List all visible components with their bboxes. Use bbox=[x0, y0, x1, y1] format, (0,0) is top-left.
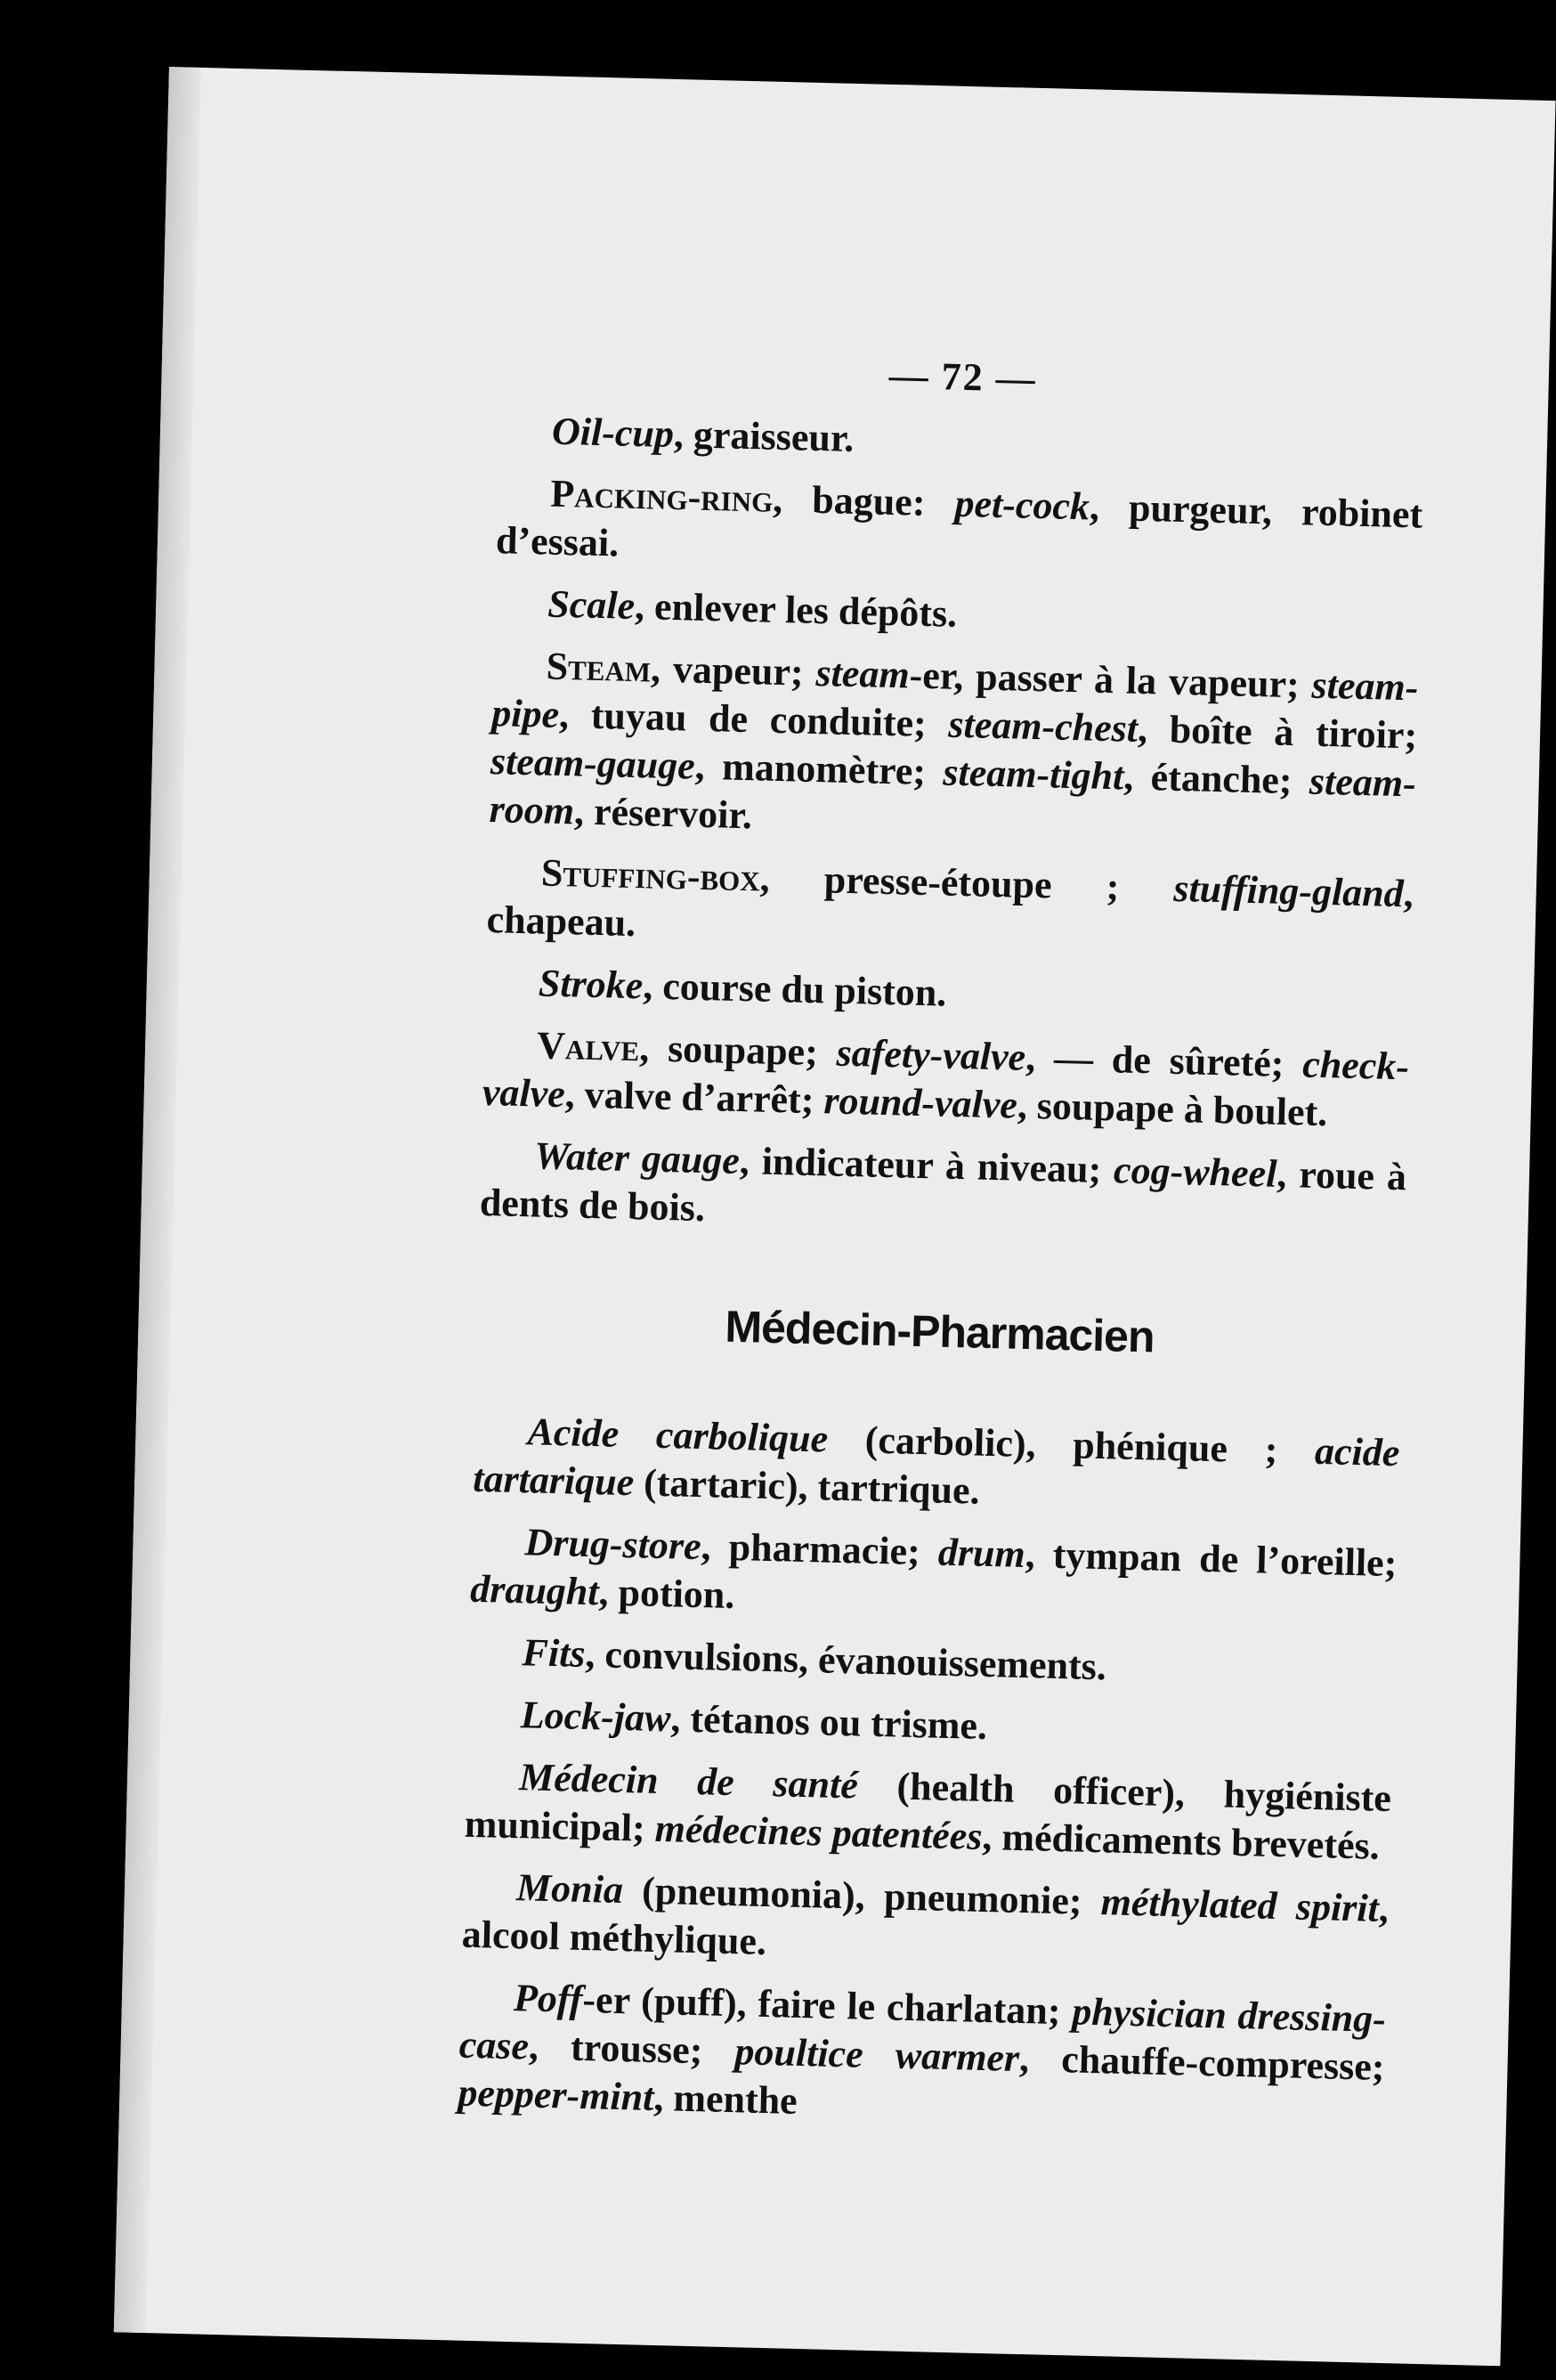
section-heading: Médecin-Pharmacien bbox=[724, 1301, 1155, 1362]
entry-term: pet-cock bbox=[953, 481, 1090, 529]
entry-text: , indicateur à niveau; bbox=[739, 1139, 1114, 1192]
glossary-entry bbox=[484, 958, 1411, 1028]
page-binding-edge bbox=[114, 67, 201, 2333]
entry-text: , roue à dents de bois. bbox=[479, 1151, 1407, 1231]
entry-term: médecines patentées bbox=[654, 1806, 984, 1858]
entry-term: Oil-cup bbox=[551, 409, 675, 456]
entry-text: , médicaments brevetés. bbox=[981, 1814, 1381, 1868]
entry-text: , pharmacie; bbox=[701, 1524, 939, 1574]
entry-text: , manomètre; bbox=[694, 743, 944, 794]
entry-term: méthylated spirit bbox=[1100, 1880, 1380, 1930]
entry-term: Lock-jaw bbox=[520, 1693, 672, 1741]
entry-text: , étanche; bbox=[1122, 754, 1310, 803]
entry-term: steam bbox=[814, 650, 911, 697]
book-page bbox=[114, 67, 1556, 2366]
entry-text: , menthe bbox=[652, 2075, 798, 2123]
entry-text: , valve d’arrêt; bbox=[564, 1072, 825, 1123]
entry-term: draught bbox=[469, 1566, 600, 1614]
glossary-entry bbox=[473, 1407, 1400, 1525]
glossary-entry bbox=[470, 1517, 1398, 1636]
entry-text: , potion. bbox=[597, 1570, 735, 1618]
entry-term: steam-gauge bbox=[490, 739, 696, 788]
entry-term: steam-chest bbox=[947, 702, 1139, 751]
entry-text: (carbolic), phénique ; bbox=[827, 1417, 1316, 1473]
entry-text: , — de sûreté; bbox=[1025, 1035, 1303, 1086]
glossary-entry bbox=[489, 641, 1419, 856]
entry-text: , tympan de l’oreille; bbox=[1025, 1532, 1398, 1586]
glossary-entry bbox=[464, 1752, 1391, 1871]
entry-text: -er (puff), faire le charlatan; bbox=[581, 1978, 1073, 2034]
entry-term: Packing-ring bbox=[549, 471, 774, 521]
entry-text: , alcool méthylique. bbox=[461, 1886, 1390, 1964]
entry-text: , tuyau de conduite; bbox=[558, 692, 950, 746]
entry-term: Drug-store bbox=[524, 1520, 702, 1569]
entry-term: Water gauge bbox=[533, 1133, 741, 1183]
glossary-entries-mechanics bbox=[479, 406, 1424, 1249]
entry-text: , chauffe-compresse; bbox=[1018, 2036, 1386, 2090]
glossary-entry bbox=[466, 1690, 1393, 1760]
entry-term: Monia bbox=[515, 1865, 624, 1913]
glossary-entry bbox=[486, 848, 1414, 966]
entry-text: , course du piston. bbox=[642, 963, 947, 1015]
entry-text: , enlever les dépôts. bbox=[634, 583, 958, 636]
glossary-entry bbox=[494, 579, 1421, 649]
entry-text: , graisseur. bbox=[673, 411, 855, 460]
entry-term: Médecin de santé bbox=[518, 1755, 859, 1807]
entry-term: Valve bbox=[536, 1023, 640, 1070]
entry-term: Steam bbox=[546, 644, 652, 691]
entry-text: , tétanos ou trisme. bbox=[669, 1696, 988, 1749]
entry-term: Stroke bbox=[538, 961, 644, 1008]
entry-text: , trousse; bbox=[528, 2024, 736, 2074]
entry-text: (health officer), hygiéniste municipal; bbox=[464, 1763, 1392, 1850]
entry-term: Scale bbox=[547, 581, 636, 628]
glossary-entry bbox=[479, 1131, 1406, 1249]
entry-term: acide tartarique bbox=[472, 1428, 1400, 1505]
glossary-entry bbox=[482, 1020, 1409, 1139]
entry-text: , convulsions, évanouissements. bbox=[584, 1631, 1107, 1689]
entry-text: , soupape; bbox=[638, 1026, 838, 1075]
entry-term: cog-wheel bbox=[1113, 1148, 1278, 1196]
entry-term: Stuffing-box bbox=[540, 850, 761, 900]
entry-term: physician dressing-case bbox=[458, 1989, 1387, 2068]
entry-term: poultice warmer bbox=[733, 2029, 1020, 2080]
entry-term: steam-room bbox=[489, 759, 1417, 833]
entry-text: , chapeau. bbox=[486, 872, 1414, 946]
entry-text: , réservoir. bbox=[573, 789, 753, 838]
entry-text: , presse-étoupe ; bbox=[759, 856, 1175, 910]
entry-term: stuffing-gland bbox=[1172, 865, 1405, 916]
glossary-entry bbox=[495, 468, 1422, 587]
entry-text: , purgeur, robinet d’essai. bbox=[495, 484, 1423, 565]
entry-text: , boîte à tiroir; bbox=[1137, 706, 1418, 758]
glossary-entries-medicine bbox=[458, 1407, 1400, 2140]
glossary-entry bbox=[468, 1628, 1395, 1698]
entry-term: pepper-mint bbox=[457, 2070, 655, 2119]
entry-term: steam-tight bbox=[942, 750, 1124, 799]
glossary-entry bbox=[498, 406, 1424, 476]
entry-term: drum bbox=[937, 1530, 1026, 1576]
entry-text: , vapeur; bbox=[650, 646, 817, 695]
page-content bbox=[457, 342, 1426, 2154]
entry-text: , bague: bbox=[772, 476, 956, 525]
glossary-entry bbox=[458, 1973, 1387, 2140]
entry-text: (tartaric), tartrique. bbox=[633, 1460, 981, 1513]
entry-text: (pneumonia), pneumonie; bbox=[622, 1868, 1102, 1924]
entry-term: round-valve bbox=[823, 1078, 1018, 1127]
entry-term: Fits bbox=[522, 1630, 587, 1676]
glossary-entry bbox=[461, 1863, 1389, 1981]
entry-term: Poff bbox=[513, 1976, 584, 2021]
page-number: — 72 — bbox=[888, 353, 1038, 401]
entry-term: check-valve bbox=[482, 1042, 1410, 1117]
entry-text: , soupape à boulet. bbox=[1017, 1083, 1328, 1135]
entry-text: -er, passer à la vapeur; bbox=[909, 653, 1313, 707]
entry-term: Acide carbolique bbox=[527, 1409, 829, 1461]
entry-term: steam-pipe bbox=[490, 662, 1419, 736]
entry-term: safety-valve bbox=[836, 1030, 1026, 1079]
